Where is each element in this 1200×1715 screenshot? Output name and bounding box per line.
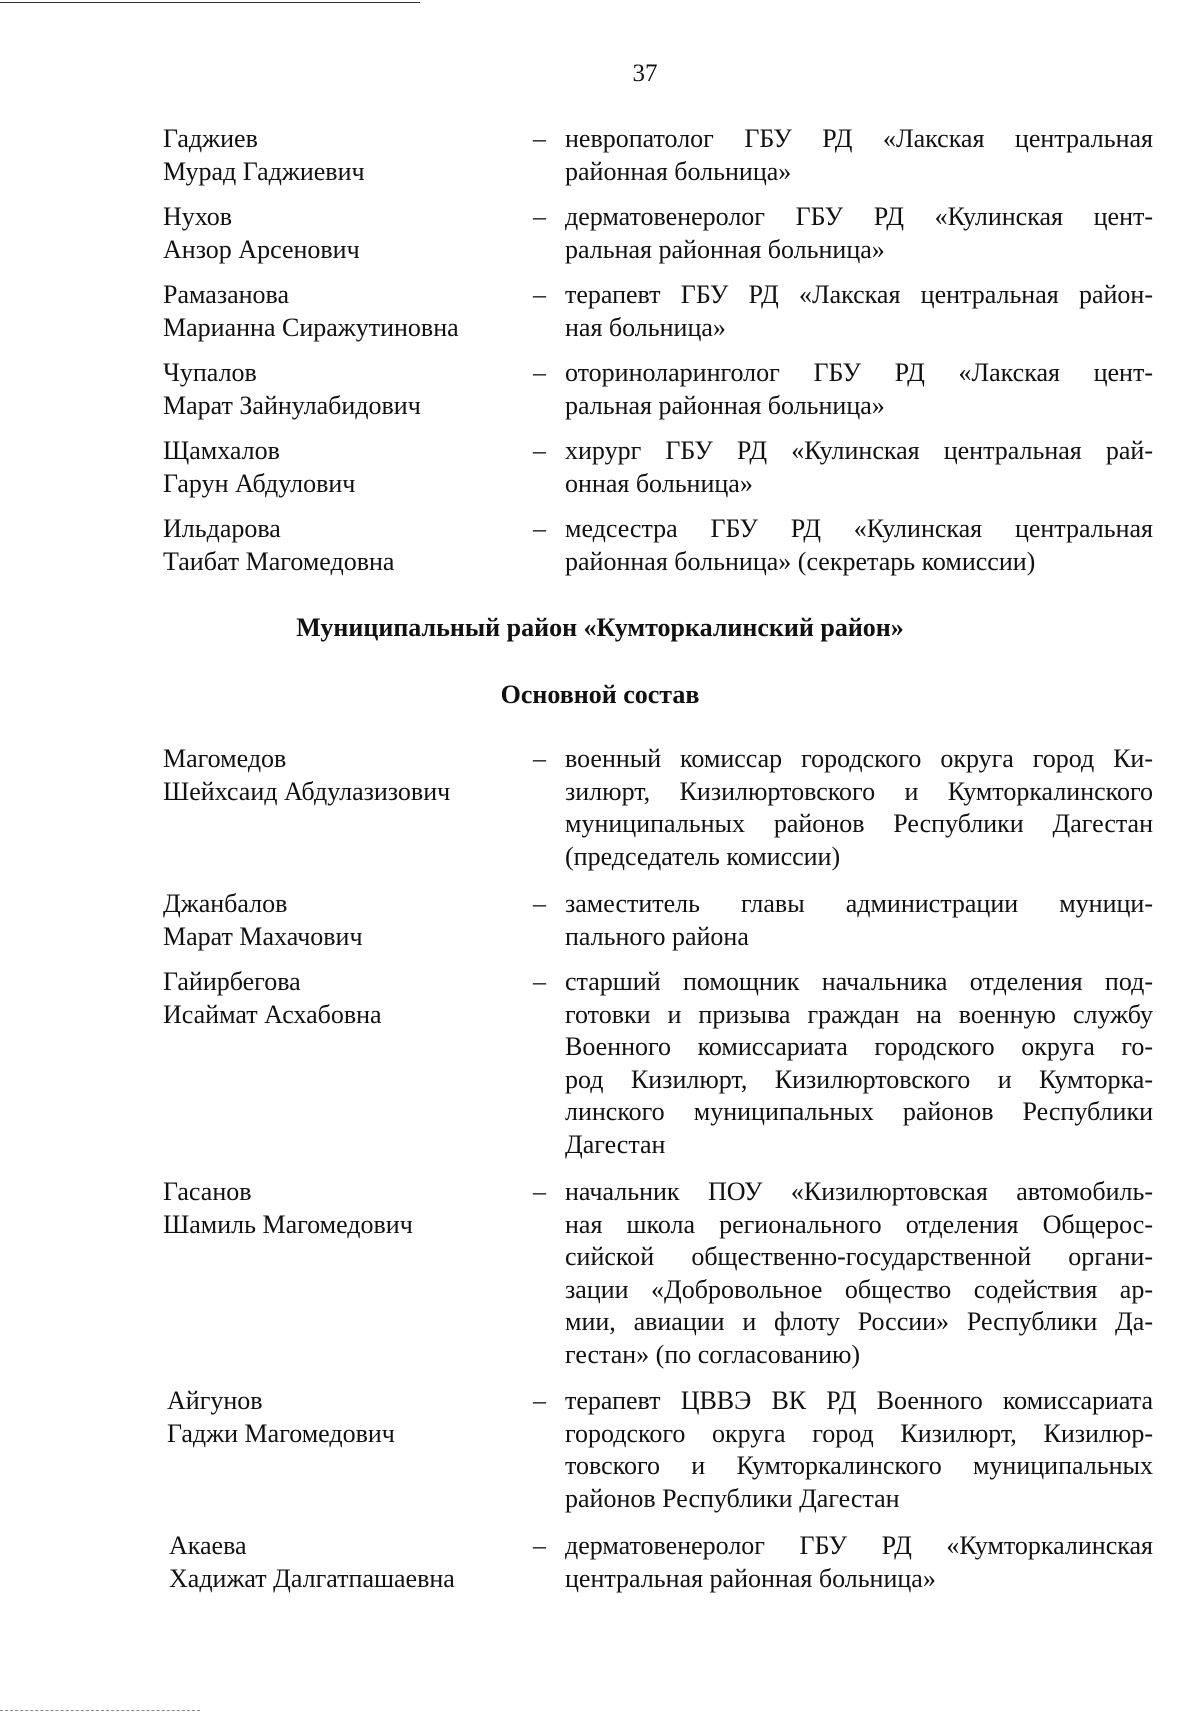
member-surname: Гайирбегова [163,967,301,996]
member-role-line: старший помощник начальника отделения под- [565,967,1153,996]
member-role [565,888,1153,953]
member-role-line: оториноларинголог ГБУ РД «Лакская цент- [565,358,1153,387]
member-dash: – [533,514,546,543]
member-dash: – [533,280,546,309]
member-given-name: Исаймат Асхабовна [163,999,382,1029]
member-surname: Чупалов [163,358,257,387]
member-role [565,357,1153,422]
member-role-line: ральная районная больница» [565,234,885,264]
member-role-line: центральная районная больница» [565,1563,936,1593]
member-role-line: районная больница» [565,156,792,186]
member-dash: – [533,124,546,153]
member-surname: Гасанов [163,1177,252,1206]
page-number: 37 [632,60,658,87]
member-person [169,1530,509,1595]
member-person [167,1385,507,1450]
member-surname: Щамхалов [163,436,280,465]
member-dash: – [533,1531,546,1560]
member-given-name: Марат Махачович [163,921,363,951]
member-role-line: невропатолог ГБУ РД «Лакская центральная [565,124,1153,153]
composition-heading: Основной состав [500,680,700,709]
member-given-name: Хадижат Далгатпашаевна [169,1563,455,1593]
member-given-name: Гаджи Магомедович [167,1418,395,1448]
member-role-line: муниципальных районов Республики Дагестан [565,809,1153,838]
member-surname: Магомедов [163,744,287,773]
member-role-line: терапевт ЦВВЭ ВК РД Военного комиссариата [565,1386,1153,1415]
member-dash: – [533,744,546,773]
member-role-line: зации «Добровольное общество содействия ар- [565,1274,1153,1304]
member-given-name: Шейхсаид Абдулазизович [163,776,451,806]
member-role-line: мии, авиации и флоту России» Республики Да- [565,1307,1153,1336]
member-role-line: зилюрт, Кизилюртовского и Кумторкалинского [565,776,1153,806]
member-role [565,435,1153,500]
member-person [163,513,503,578]
member-person [163,1176,503,1241]
member-role-line: ная школа регионального отделения Общерос- [565,1209,1153,1239]
member-given-name: Гарун Абдулович [163,468,356,498]
member-role [565,1176,1153,1371]
member-given-name: Шамиль Магомедович [163,1209,413,1239]
member-role [565,1530,1153,1595]
member-role-line: ная больница» [565,312,726,342]
member-surname: Акаева [169,1531,247,1560]
member-surname: Айгунов [167,1386,263,1415]
member-role-line: районная больница» (секретарь комиссии) [565,546,1036,576]
member-role-line: заместитель главы администрации муници- [565,889,1153,918]
member-surname: Нухов [163,202,233,231]
member-given-name: Таибат Магомедовна [163,546,395,576]
member-surname: Гаджиев [163,124,258,153]
member-role-line: районов Республики Дагестан [565,1483,900,1513]
member-dash: – [533,202,546,231]
member-dash: – [533,358,546,387]
member-role [565,513,1153,578]
member-role-line: род Кизилюрт, Кизилюртовского и Кумторка- [565,1064,1153,1094]
member-given-name: Марианна Сиражутиновна [163,312,459,342]
member-person [163,123,503,188]
district-heading: Муниципальный район «Кумторкалинский район» [296,613,904,642]
bottom-rule-line [0,1710,200,1711]
member-person [163,435,503,500]
member-role-line: медсестра ГБУ РД «Кулинская центральная [565,514,1153,543]
member-role-line: (председатель комиссии) [565,841,841,871]
member-role [565,743,1153,873]
member-dash: – [533,436,546,465]
member-role-line: Военного комиссариата городского округа го- [565,1032,1153,1061]
member-role-line: ральная районная больница» [565,390,885,420]
member-dash: – [533,1177,546,1206]
member-surname: Джанбалов [163,889,288,918]
member-given-name: Мурад Гаджиевич [163,156,365,186]
member-dash: – [533,967,546,996]
member-role-line: готовки и призыва граждан на военную службу [565,999,1153,1029]
member-role [565,201,1153,266]
member-surname: Рамазанова [163,280,290,309]
member-role [565,1385,1153,1515]
member-dash: – [533,1386,546,1415]
top-rule-line [0,2,420,3]
member-role-line: начальник ПОУ «Кизилюртовская автомобиль- [565,1177,1153,1206]
member-person [163,279,503,344]
member-person [163,743,503,808]
member-role-line: линского муниципальных районов Республики [565,1097,1153,1126]
member-person [163,966,503,1031]
member-person [163,357,503,422]
member-person [163,201,503,266]
member-given-name: Марат Зайнулабидович [163,390,421,420]
member-role-line: дерматовенеролог ГБУ РД «Кулинская цент- [565,202,1153,231]
member-role-line: Дагестан [565,1129,666,1159]
member-person [163,888,503,953]
member-role-line: хирург ГБУ РД «Кулинская центральная рай- [565,436,1153,465]
member-role-line: дерматовенеролог ГБУ РД «Кумторкалинская [565,1531,1153,1560]
member-role [565,966,1153,1161]
member-role-line: товского и Кумторкалинского муниципальных [565,1451,1153,1480]
member-role-line: гестан» (по согласованию) [565,1339,861,1369]
member-role-line: городского округа город Кизилюрт, Кизилюр- [565,1418,1153,1448]
member-given-name: Анзор Арсенович [163,234,360,264]
member-surname: Ильдарова [163,514,281,543]
member-role-line: военный комиссар городского округа город Ки- [565,744,1153,773]
member-role-line: онная больница» [565,468,753,498]
member-role [565,123,1153,188]
member-role-line: пального района [565,921,749,951]
member-dash: – [533,889,546,918]
member-role [565,279,1153,344]
member-role-line: терапевт ГБУ РД «Лакская центральная район- [565,280,1153,309]
member-role-line: сийской общественно-государственной органи- [565,1242,1153,1271]
